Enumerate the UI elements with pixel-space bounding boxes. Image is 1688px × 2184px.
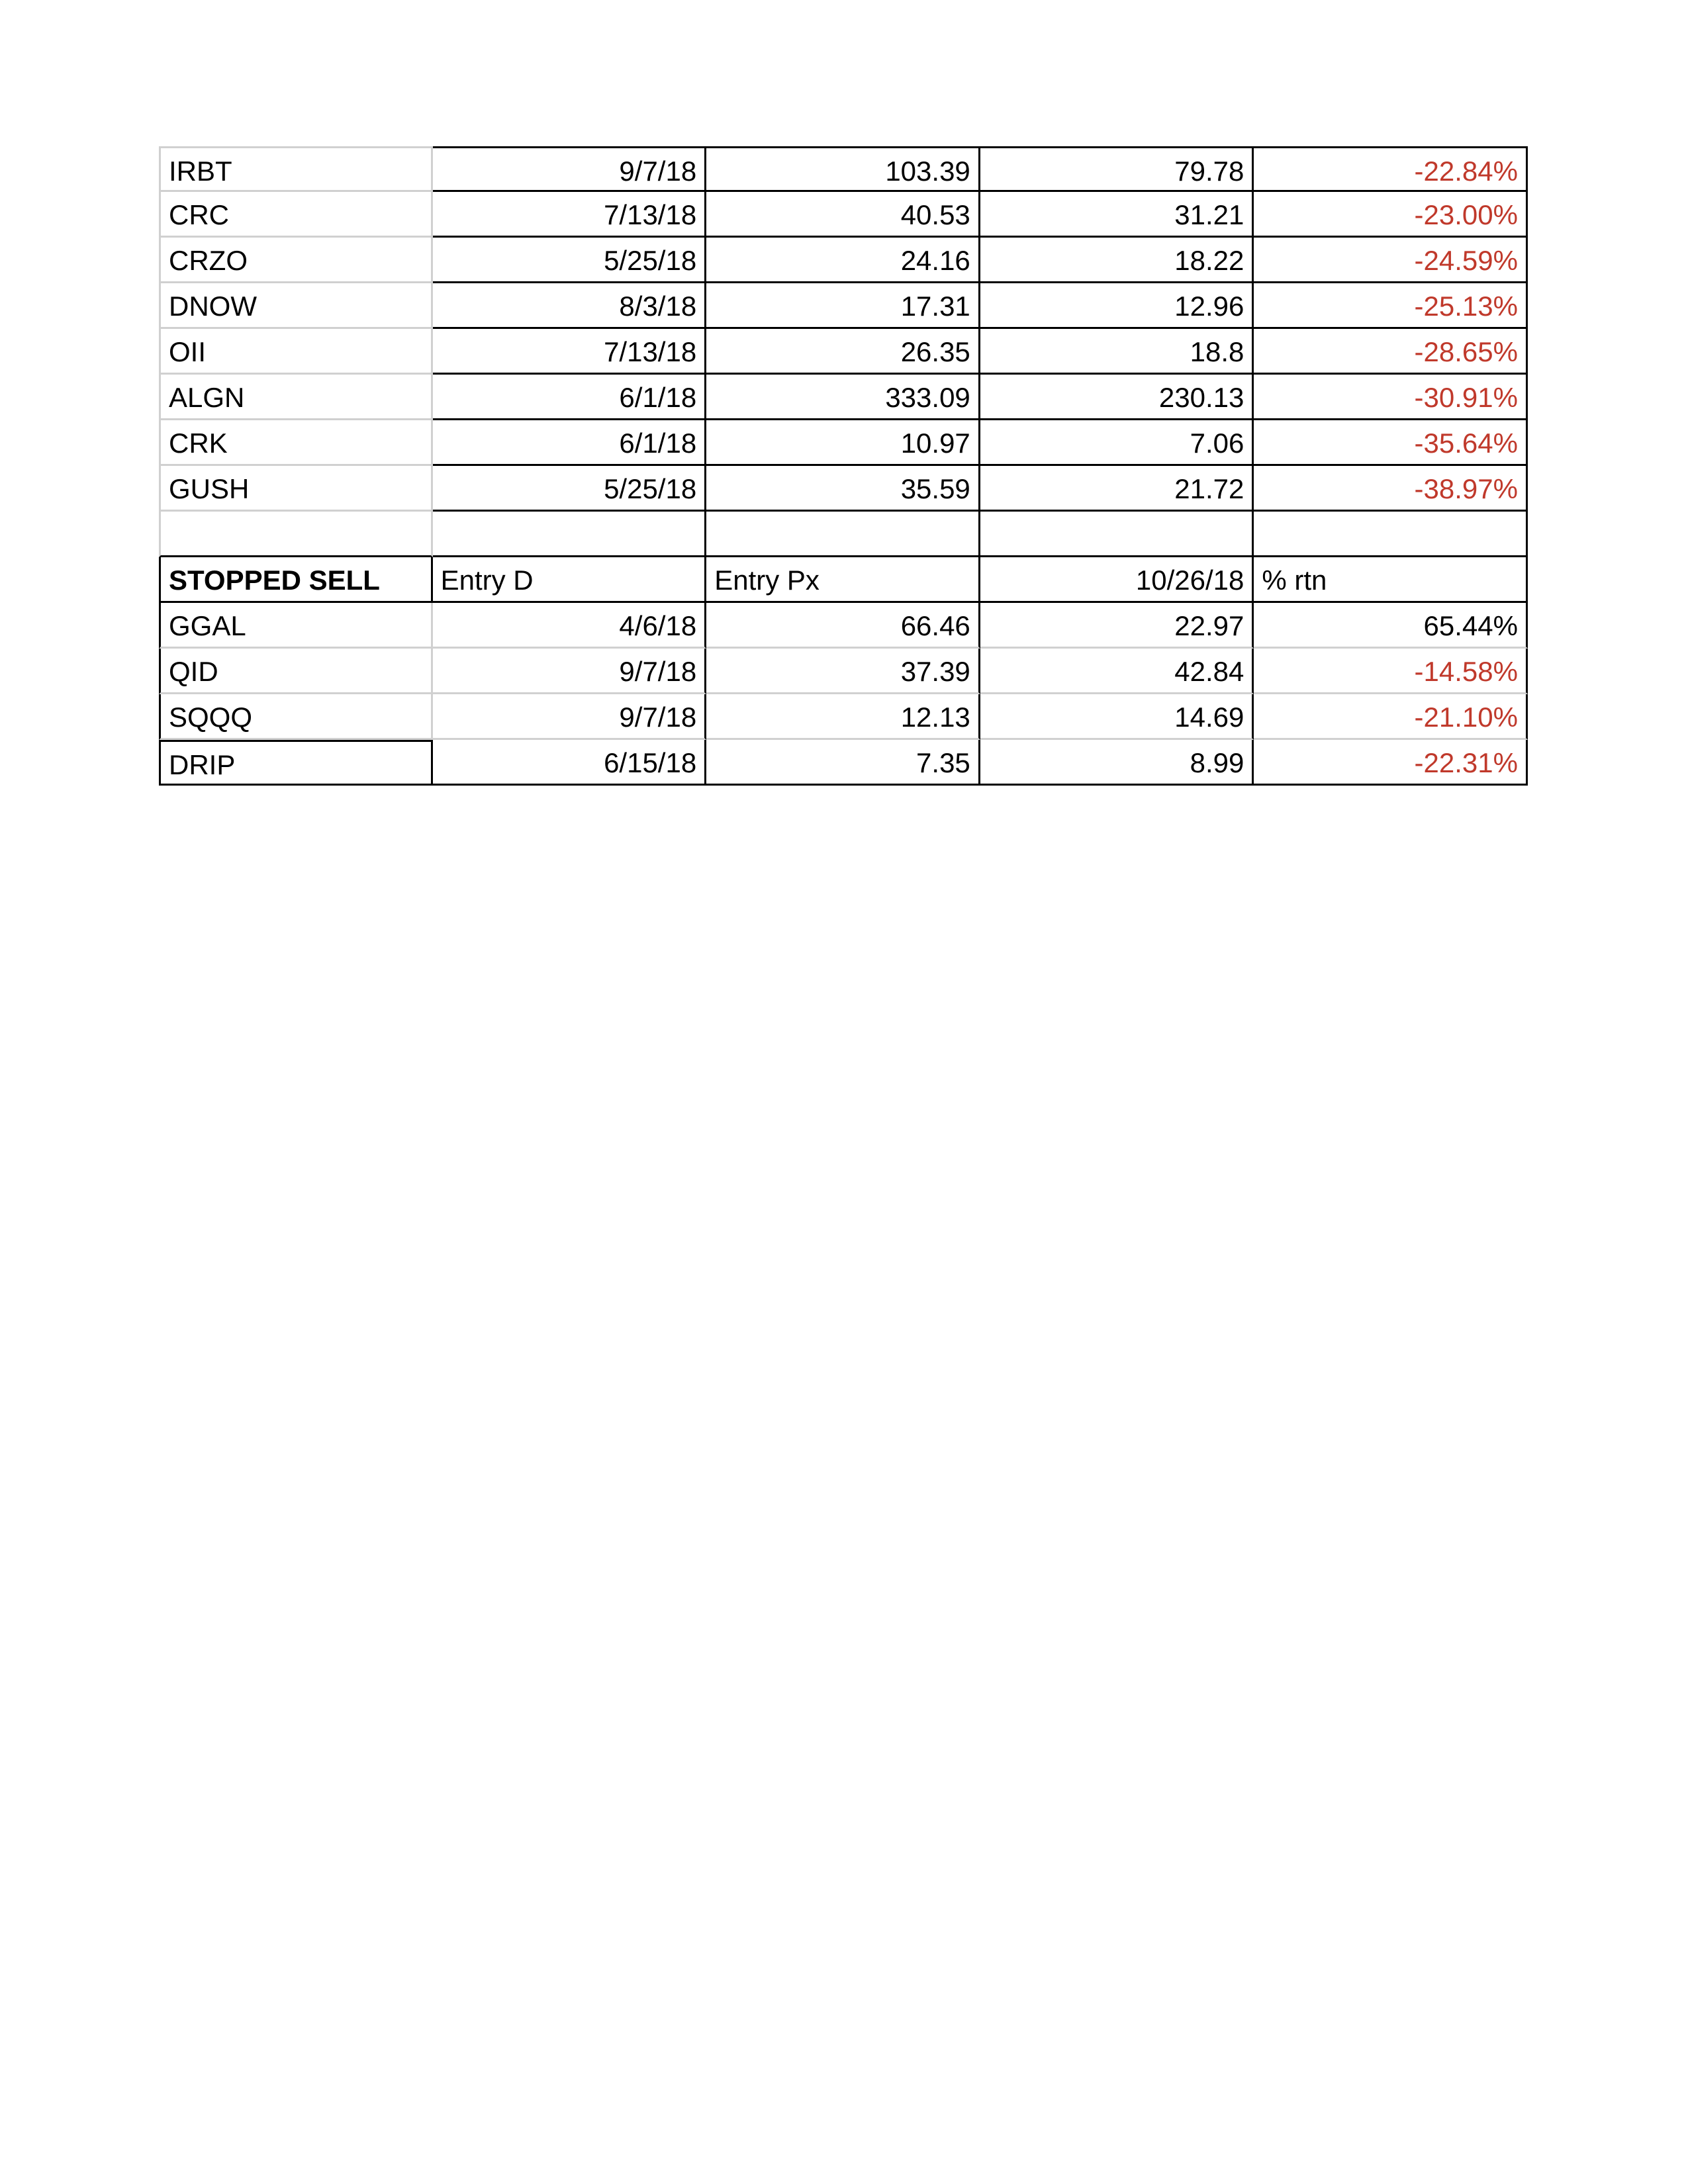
table-row <box>159 740 1528 786</box>
pct-rtn-cell[interactable]: -38.97% <box>1254 466 1528 512</box>
entry-date-cell[interactable]: 6/1/18 <box>433 375 707 420</box>
empty-cell[interactable] <box>706 512 980 557</box>
ticker-cell[interactable]: OII <box>159 329 433 375</box>
current-px-cell[interactable]: 42.84 <box>980 649 1254 694</box>
entry-px-cell[interactable]: 26.35 <box>706 329 980 375</box>
current-px-cell[interactable]: 22.97 <box>980 603 1254 649</box>
pct-rtn-header[interactable]: % rtn <box>1254 557 1528 603</box>
table-row <box>159 603 1528 649</box>
ticker-cell[interactable]: SQQQ <box>159 694 433 740</box>
pct-rtn-cell[interactable]: -25.13% <box>1254 283 1528 329</box>
current-px-cell[interactable]: 31.21 <box>980 192 1254 238</box>
current-px-cell[interactable]: 79.78 <box>980 146 1254 192</box>
spreadsheet-table <box>159 146 1528 786</box>
entry-px-cell[interactable]: 35.59 <box>706 466 980 512</box>
empty-cell[interactable] <box>433 512 707 557</box>
entry-date-cell[interactable]: 9/7/18 <box>433 146 707 192</box>
ticker-cell[interactable]: IRBT <box>159 146 433 192</box>
table-row <box>159 375 1528 420</box>
entry-date-cell[interactable]: 9/7/18 <box>433 649 707 694</box>
current-px-cell[interactable]: 14.69 <box>980 694 1254 740</box>
entry-px-cell[interactable]: 103.39 <box>706 146 980 192</box>
entry-date-cell[interactable]: 5/25/18 <box>433 466 707 512</box>
pct-rtn-cell[interactable]: -22.31% <box>1254 740 1528 786</box>
open-positions-section <box>159 146 1528 512</box>
blank-row <box>159 512 1528 557</box>
pct-rtn-cell[interactable]: -24.59% <box>1254 238 1528 283</box>
ticker-cell[interactable]: ALGN <box>159 375 433 420</box>
table-row <box>159 649 1528 694</box>
entry-px-cell[interactable]: 24.16 <box>706 238 980 283</box>
entry-date-cell[interactable]: 7/13/18 <box>433 329 707 375</box>
entry-px-cell[interactable]: 37.39 <box>706 649 980 694</box>
pct-rtn-cell[interactable]: -28.65% <box>1254 329 1528 375</box>
pct-rtn-cell[interactable]: -22.84% <box>1254 146 1528 192</box>
current-px-cell[interactable]: 7.06 <box>980 420 1254 466</box>
entry-date-cell[interactable]: 9/7/18 <box>433 694 707 740</box>
current-px-cell[interactable]: 230.13 <box>980 375 1254 420</box>
entry-px-cell[interactable]: 333.09 <box>706 375 980 420</box>
ticker-cell[interactable]: CRK <box>159 420 433 466</box>
current-px-cell[interactable]: 18.22 <box>980 238 1254 283</box>
ticker-cell[interactable]: CRC <box>159 192 433 238</box>
table-row <box>159 146 1528 192</box>
entry-date-cell[interactable]: 6/15/18 <box>433 740 707 786</box>
entry-px-cell[interactable]: 12.13 <box>706 694 980 740</box>
entry-date-header[interactable]: Entry D <box>433 557 707 603</box>
table-row <box>159 283 1528 329</box>
entry-date-cell[interactable]: 8/3/18 <box>433 283 707 329</box>
entry-px-cell[interactable]: 40.53 <box>706 192 980 238</box>
entry-px-header[interactable]: Entry Px <box>706 557 980 603</box>
entry-px-cell[interactable]: 7.35 <box>706 740 980 786</box>
table-row <box>159 329 1528 375</box>
table-row <box>159 694 1528 740</box>
ticker-cell[interactable]: CRZO <box>159 238 433 283</box>
pct-rtn-cell[interactable]: -35.64% <box>1254 420 1528 466</box>
pct-rtn-cell[interactable]: -14.58% <box>1254 649 1528 694</box>
ticker-cell[interactable]: QID <box>159 649 433 694</box>
entry-date-cell[interactable]: 5/25/18 <box>433 238 707 283</box>
table-row <box>159 238 1528 283</box>
ticker-cell[interactable]: DRIP <box>159 740 433 786</box>
entry-date-cell[interactable]: 6/1/18 <box>433 420 707 466</box>
pct-rtn-cell[interactable]: 65.44% <box>1254 603 1528 649</box>
current-px-cell[interactable]: 12.96 <box>980 283 1254 329</box>
current-px-cell[interactable]: 21.72 <box>980 466 1254 512</box>
stopped-sell-section <box>159 603 1528 786</box>
empty-cell[interactable] <box>980 512 1254 557</box>
table-row <box>159 466 1528 512</box>
date-header[interactable]: 10/26/18 <box>980 557 1254 603</box>
entry-px-cell[interactable]: 17.31 <box>706 283 980 329</box>
stopped-sell-header-row <box>159 557 1528 603</box>
table-row <box>159 192 1528 238</box>
stopped-sell-label[interactable]: STOPPED SELL <box>159 557 433 603</box>
table-row <box>159 420 1528 466</box>
ticker-cell[interactable]: DNOW <box>159 283 433 329</box>
current-px-cell[interactable]: 18.8 <box>980 329 1254 375</box>
empty-cell[interactable] <box>159 512 433 557</box>
pct-rtn-cell[interactable]: -23.00% <box>1254 192 1528 238</box>
pct-rtn-cell[interactable]: -21.10% <box>1254 694 1528 740</box>
empty-cell[interactable] <box>1254 512 1528 557</box>
entry-px-cell[interactable]: 66.46 <box>706 603 980 649</box>
ticker-cell[interactable]: GUSH <box>159 466 433 512</box>
entry-date-cell[interactable]: 4/6/18 <box>433 603 707 649</box>
current-px-cell[interactable]: 8.99 <box>980 740 1254 786</box>
pct-rtn-cell[interactable]: -30.91% <box>1254 375 1528 420</box>
entry-date-cell[interactable]: 7/13/18 <box>433 192 707 238</box>
ticker-cell[interactable]: GGAL <box>159 603 433 649</box>
entry-px-cell[interactable]: 10.97 <box>706 420 980 466</box>
